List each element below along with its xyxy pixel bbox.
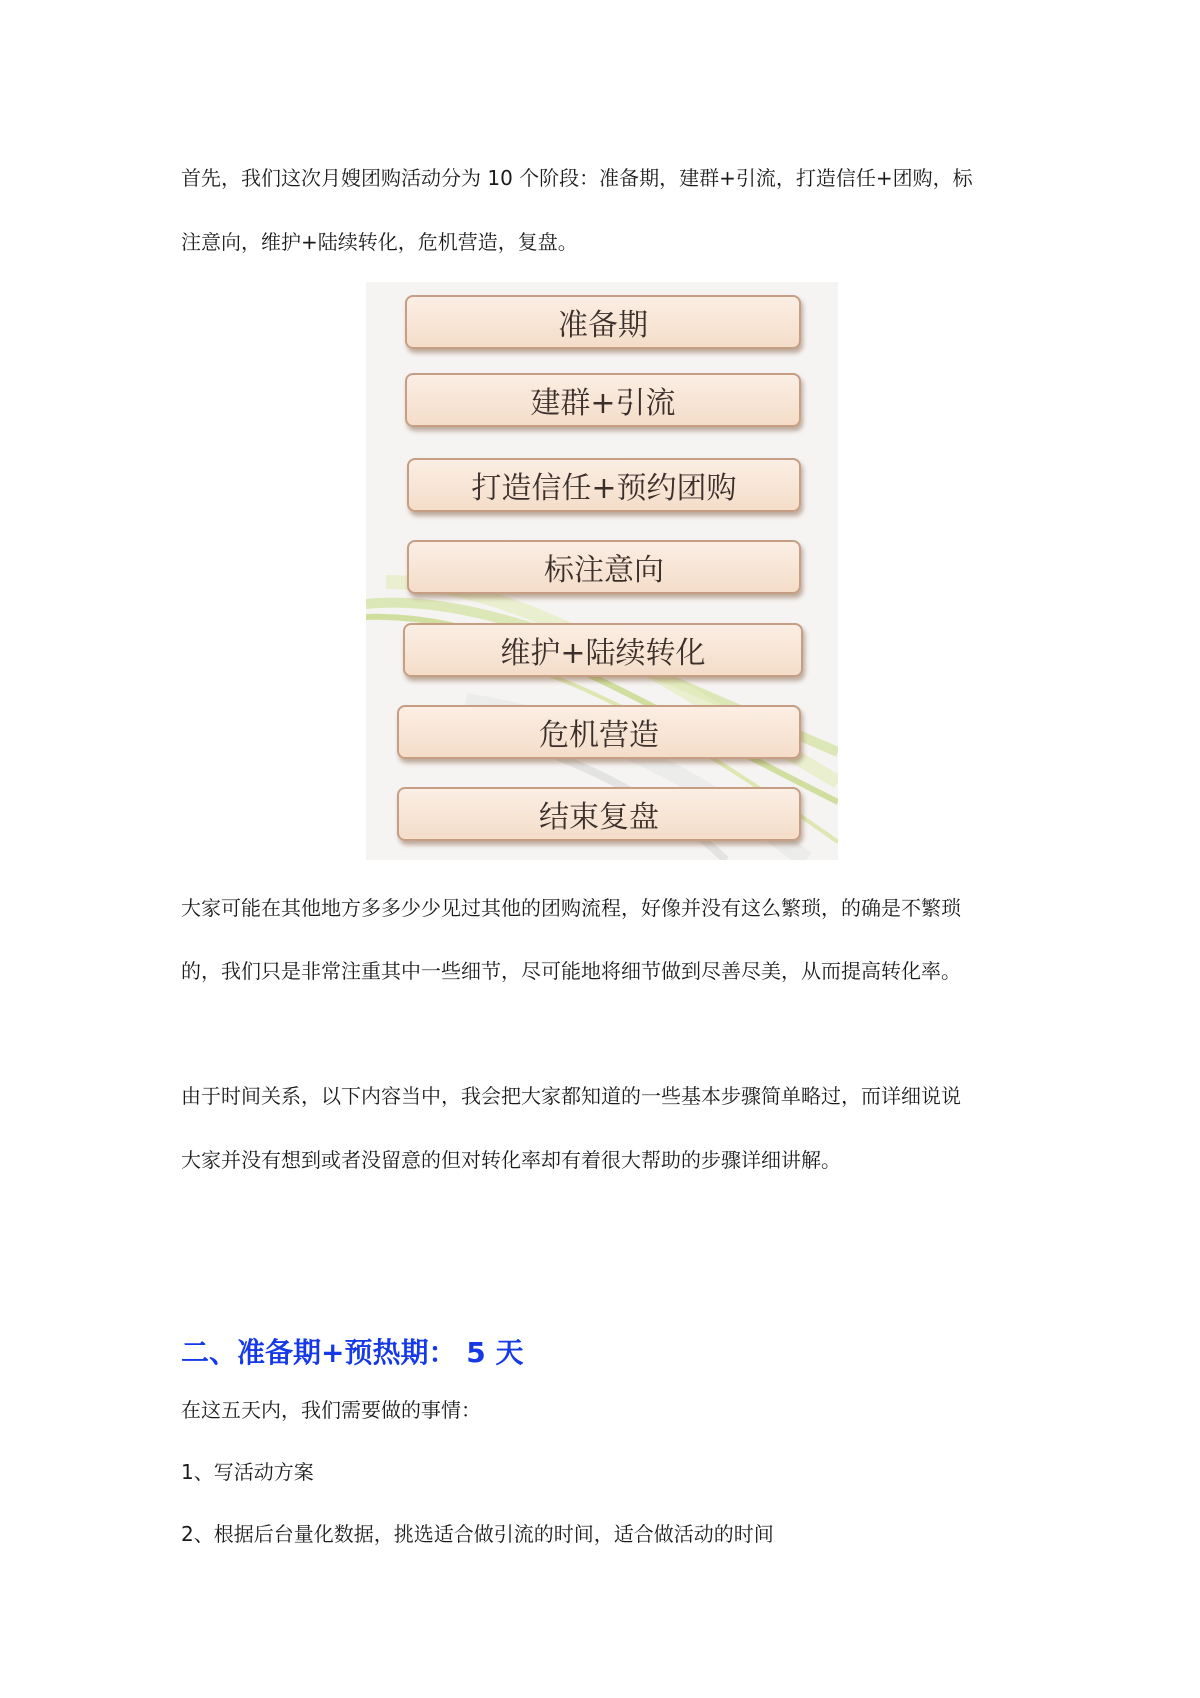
stage-label-3: 打造信任+预约团购 — [471, 471, 737, 506]
stage-label-4: 标注意向 — [544, 553, 664, 588]
para3-line-2: 大家并没有想到或者没留意的但对转化率却有着很大帮助的步骤详细讲解。 — [181, 1148, 841, 1172]
para3-line-1: 由于时间关系，以下内容当中，我会把大家都知道的一些基本步骤简单略过，而详细说说 — [181, 1084, 961, 1108]
intro-line-2: 注意向，维护+陆续转化，危机营造，复盘。 — [181, 230, 578, 254]
stage-box-6 — [397, 705, 801, 759]
stage-box-3 — [407, 458, 801, 512]
stages-figure — [366, 282, 838, 860]
list-item-1: 1、写活动方案 — [181, 1460, 314, 1484]
stage-label-1: 准备期 — [558, 308, 648, 343]
section-heading: 二、准备期+预热期： 5 天 — [181, 1336, 524, 1369]
stage-label-2: 建群+引流 — [530, 386, 676, 421]
list-item-2: 2、根据后台量化数据，挑选适合做引流的时间，适合做活动的时间 — [181, 1522, 774, 1546]
para2-line-1: 大家可能在其他地方多多少少见过其他的团购流程，好像并没有这么繁琐，的确是不繁琐 — [181, 896, 961, 920]
stage-box-5 — [403, 623, 803, 677]
para2-line-2: 的，我们只是非常注重其中一些细节，尽可能地将细节做到尽善尽美，从而提高转化率。 — [181, 959, 961, 983]
intro-line-1: 首先，我们这次月嫂团购活动分为 10 个阶段：准备期，建群+引流，打造信任+团购，标 — [181, 166, 973, 190]
stage-label-5: 维护+陆续转化 — [500, 636, 706, 671]
stage-box-4 — [407, 540, 801, 594]
stage-box-2 — [405, 373, 801, 427]
section-intro: 在这五天内，我们需要做的事情： — [181, 1398, 481, 1422]
stage-label-6: 危机营造 — [539, 718, 659, 753]
stage-label-7: 结束复盘 — [539, 800, 659, 835]
stage-box-1 — [405, 295, 801, 349]
stage-box-7 — [397, 787, 801, 841]
